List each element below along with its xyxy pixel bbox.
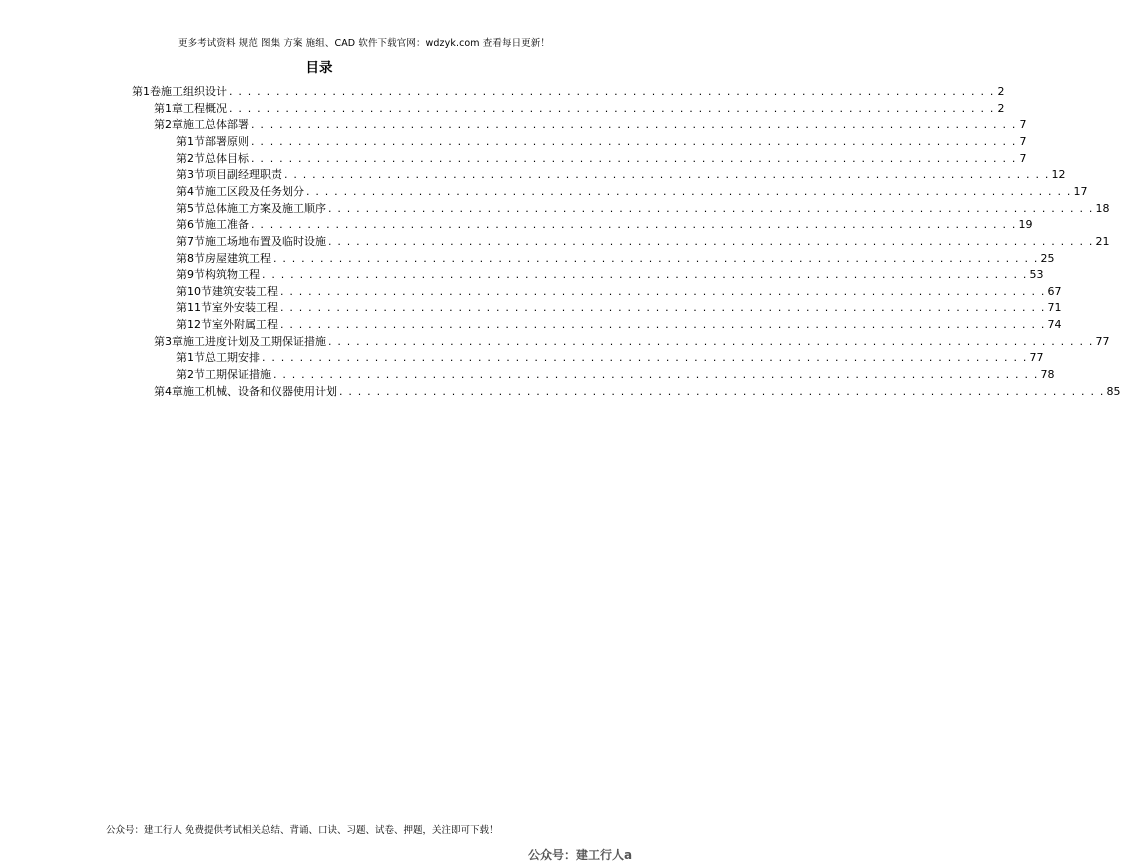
toc-entry-title: 室外安装工程 bbox=[212, 301, 278, 315]
toc-entry[interactable] bbox=[176, 232, 1110, 248]
toc-entry-page: 19 bbox=[1018, 218, 1033, 232]
toc-entry-page: 67 bbox=[1047, 284, 1062, 298]
toc-entry-page: 53 bbox=[1029, 268, 1044, 282]
toc-entry-page: 7 bbox=[1019, 151, 1027, 165]
toc-entry[interactable] bbox=[176, 149, 1027, 165]
toc-entry-number: 第1节 bbox=[176, 351, 205, 365]
toc-entry[interactable] bbox=[154, 99, 1005, 115]
toc-dot-leader: . . . . . . . . . . . . . . . . . . . . . . . . . . . . . . . . . . . . . . . . . . . . . . . . . . . . . . . . . . . . . . . . . . . . . . . . . . . . . . . . . . bbox=[280, 301, 1046, 315]
toc-entry-number: 第3章 bbox=[154, 334, 183, 348]
toc-entry-title: 工期保证措施 bbox=[205, 368, 271, 382]
toc-dot-leader: . . . . . . . . . . . . . . . . . . . . . . . . . . . . . . . . . . . . . . . . . . . . . . . . . . . . . . . . . . . . . . . . . . . . . . . . . . . . . . . . . . bbox=[251, 134, 1017, 148]
toc-entry-number: 第1节 bbox=[176, 134, 205, 148]
toc-entry-title: 建筑安装工程 bbox=[212, 284, 278, 298]
toc-entry-page: 77 bbox=[1029, 351, 1044, 365]
toc-entry-page: 74 bbox=[1047, 318, 1062, 332]
toc-entry-title: 室外附属工程 bbox=[212, 318, 278, 332]
toc-entry-number: 第5节 bbox=[176, 201, 205, 215]
toc-entry-title: 工程概况 bbox=[183, 101, 227, 115]
toc-entry-page: 71 bbox=[1047, 301, 1062, 315]
toc-entry-number: 第4节 bbox=[176, 184, 205, 198]
toc-entry-page: 21 bbox=[1095, 234, 1110, 248]
toc-title: 目录 bbox=[305, 60, 333, 76]
toc-entry[interactable] bbox=[176, 365, 1055, 382]
toc-entry-title: 施工组织设计 bbox=[161, 85, 227, 98]
toc-entry-title: 房屋建筑工程 bbox=[205, 251, 271, 265]
toc-entry-title: 施工区段及任务划分 bbox=[205, 184, 304, 198]
toc-entry-title: 构筑物工程 bbox=[205, 268, 260, 282]
toc-entry[interactable] bbox=[176, 182, 1088, 198]
toc-entry[interactable] bbox=[176, 215, 1033, 232]
toc-entry-page: 85 bbox=[1106, 384, 1121, 398]
toc-dot-leader: . . . . . . . . . . . . . . . . . . . . . . . . . . . . . . . . . . . . . . . . . . . . . . . . . . . . . . . . . . . . . . . . . . . . . . . . . . . . . . . . . . bbox=[280, 284, 1046, 298]
toc-entry-number: 第2节 bbox=[176, 368, 205, 382]
toc-entry-page: 2 bbox=[997, 85, 1005, 98]
toc-entry-title: 部署原则 bbox=[205, 134, 249, 148]
toc-entry-title: 总体施工方案及施工顺序 bbox=[205, 201, 326, 215]
toc-entry-title: 总工期安排 bbox=[205, 351, 260, 365]
toc-entry-number: 第2节 bbox=[176, 151, 205, 165]
toc-entry-title: 施工总体部署 bbox=[183, 118, 249, 132]
toc-entry-page: 77 bbox=[1095, 334, 1110, 348]
toc-entry-title: 施工准备 bbox=[205, 218, 249, 232]
toc-dot-leader: . . . . . . . . . . . . . . . . . . . . . . . . . . . . . . . . . . . . . . . . . . . . . . . . . . . . . . . . . . . . . . . . . . . . . . . . . . . . . . . . . . bbox=[306, 184, 1072, 198]
page-header-note: 更多考试资料 规范 图集 方案 施组、CAD 软件下载官网：wdzyk.com 查看每日更新！ bbox=[178, 38, 550, 49]
toc-entry-number: 第2章 bbox=[154, 118, 183, 132]
toc-entry[interactable] bbox=[176, 282, 1062, 298]
toc-entry-page: 2 bbox=[997, 101, 1005, 115]
toc-dot-leader: . . . . . . . . . . . . . . . . . . . . . . . . . . . . . . . . . . . . . . . . . . . . . . . . . . . . . . . . . . . . . . . . . . . . . . . . . . . . . . . . . . bbox=[280, 318, 1046, 332]
toc-dot-leader: . . . . . . . . . . . . . . . . . . . . . . . . . . . . . . . . . . . . . . . . . . . . . . . . . . . . . . . . . . . . . . . . . . . . . . . . . . . . . . . . . . bbox=[251, 118, 1017, 132]
toc-entry[interactable] bbox=[176, 199, 1110, 215]
toc-entry-page: 25 bbox=[1040, 251, 1055, 265]
toc-entry[interactable] bbox=[176, 315, 1062, 332]
toc-dot-leader: . . . . . . . . . . . . . . . . . . . . . . . . . . . . . . . . . . . . . . . . . . . . . . . . . . . . . . . . . . . . . . . . . . . . . . . . . . . . . . . . . . bbox=[339, 384, 1105, 398]
toc-dot-leader: . . . . . . . . . . . . . . . . . . . . . . . . . . . . . . . . . . . . . . . . . . . . . . . . . . . . . . . . . . . . . . . . . . . . . . . . . . . . . . . . . . bbox=[284, 168, 1050, 182]
toc-entry-number: 第1章 bbox=[154, 101, 183, 115]
toc-entry[interactable] bbox=[154, 382, 1121, 398]
toc-entry-title: 总体目标 bbox=[205, 151, 249, 165]
toc-entry-title: 项目副经理职责 bbox=[205, 168, 282, 182]
toc-dot-leader: . . . . . . . . . . . . . . . . . . . . . . . . . . . . . . . . . . . . . . . . . . . . . . . . . . . . . . . . . . . . . . . . . . . . . . . . . . . . . . . . . . bbox=[328, 334, 1094, 348]
toc-entry[interactable] bbox=[176, 265, 1044, 282]
toc-entry-number: 第3节 bbox=[176, 168, 205, 182]
toc-entry[interactable] bbox=[176, 132, 1027, 148]
toc-dot-leader: . . . . . . . . . . . . . . . . . . . . . . . . . . . . . . . . . . . . . . . . . . . . . . . . . . . . . . . . . . . . . . . . . . . . . . . . . . . . . . . . . . bbox=[262, 351, 1028, 365]
toc-dot-leader: . . . . . . . . . . . . . . . . . . . . . . . . . . . . . . . . . . . . . . . . . . . . . . . . . . . . . . . . . . . . . . . . . . . . . . . . . . . . . . . . . . bbox=[328, 201, 1094, 215]
toc-entry-title: 施工场地布置及临时设施 bbox=[205, 234, 326, 248]
toc-entry-number: 第4章 bbox=[154, 384, 183, 398]
toc-entry-title: 施工进度计划及工期保证措施 bbox=[183, 334, 326, 348]
toc-entry-number: 第12节 bbox=[176, 318, 212, 332]
toc-entry-number: 第11节 bbox=[176, 301, 212, 315]
toc-entry-page: 17 bbox=[1073, 184, 1088, 198]
toc-entry-page: 7 bbox=[1019, 118, 1027, 132]
toc-entry[interactable] bbox=[132, 82, 1005, 98]
toc-entry-page: 12 bbox=[1051, 168, 1066, 182]
toc-entry-number: 第9节 bbox=[176, 268, 205, 282]
toc-entry-number: 第1卷 bbox=[132, 85, 161, 98]
toc-dot-leader: . . . . . . . . . . . . . . . . . . . . . . . . . . . . . . . . . . . . . . . . . . . . . . . . . . . . . . . . . . . . . . . . . . . . . . . . . . . . . . . . . . bbox=[273, 251, 1039, 265]
toc-entry[interactable] bbox=[154, 332, 1110, 348]
page-footer-note: 公众号：建工行人 免费提供考试相关总结、背诵、口诀、习题、试卷、押题，关注即可下载！ bbox=[106, 825, 499, 836]
toc-dot-leader: . . . . . . . . . . . . . . . . . . . . . . . . . . . . . . . . . . . . . . . . . . . . . . . . . . . . . . . . . . . . . . . . . . . . . . . . . . . . . . . . . . bbox=[273, 368, 1039, 382]
toc-dot-leader: . . . . . . . . . . . . . . . . . . . . . . . . . . . . . . . . . . . . . . . . . . . . . . . . . . . . . . . . . . . . . . . . . . . . . . . . . . . . . . . . . . bbox=[251, 218, 1017, 232]
toc-entry[interactable] bbox=[176, 298, 1062, 315]
toc-entry[interactable] bbox=[176, 165, 1066, 182]
toc-entry-number: 第6节 bbox=[176, 218, 205, 232]
toc-dot-leader: . . . . . . . . . . . . . . . . . . . . . . . . . . . . . . . . . . . . . . . . . . . . . . . . . . . . . . . . . . . . . . . . . . . . . . . . . . . . . . . . . . bbox=[229, 85, 995, 98]
toc-entry-number: 第8节 bbox=[176, 251, 205, 265]
toc-entry-number: 第7节 bbox=[176, 234, 205, 248]
toc-dot-leader: . . . . . . . . . . . . . . . . . . . . . . . . . . . . . . . . . . . . . . . . . . . . . . . . . . . . . . . . . . . . . . . . . . . . . . . . . . . . . . . . . . bbox=[328, 234, 1094, 248]
toc-entry[interactable] bbox=[176, 249, 1055, 265]
toc-dot-leader: . . . . . . . . . . . . . . . . . . . . . . . . . . . . . . . . . . . . . . . . . . . . . . . . . . . . . . . . . . . . . . . . . . . . . . . . . . . . . . . . . . bbox=[251, 151, 1017, 165]
watermark: 公众号：建工行人a bbox=[528, 848, 633, 862]
toc-dot-leader: . . . . . . . . . . . . . . . . . . . . . . . . . . . . . . . . . . . . . . . . . . . . . . . . . . . . . . . . . . . . . . . . . . . . . . . . . . . . . . . . . . bbox=[262, 268, 1028, 282]
toc-entry-page: 7 bbox=[1019, 134, 1027, 148]
toc-entry[interactable] bbox=[154, 115, 1027, 132]
toc-dot-leader: . . . . . . . . . . . . . . . . . . . . . . . . . . . . . . . . . . . . . . . . . . . . . . . . . . . . . . . . . . . . . . . . . . . . . . . . . . . . . . . . . . bbox=[229, 101, 995, 115]
toc-entry-page: 18 bbox=[1095, 201, 1110, 215]
toc-entry[interactable] bbox=[176, 348, 1044, 365]
toc-entry-page: 78 bbox=[1040, 368, 1055, 382]
toc-entry-number: 第10节 bbox=[176, 284, 212, 298]
toc-entry-title: 施工机械、设备和仪器使用计划 bbox=[183, 384, 337, 398]
